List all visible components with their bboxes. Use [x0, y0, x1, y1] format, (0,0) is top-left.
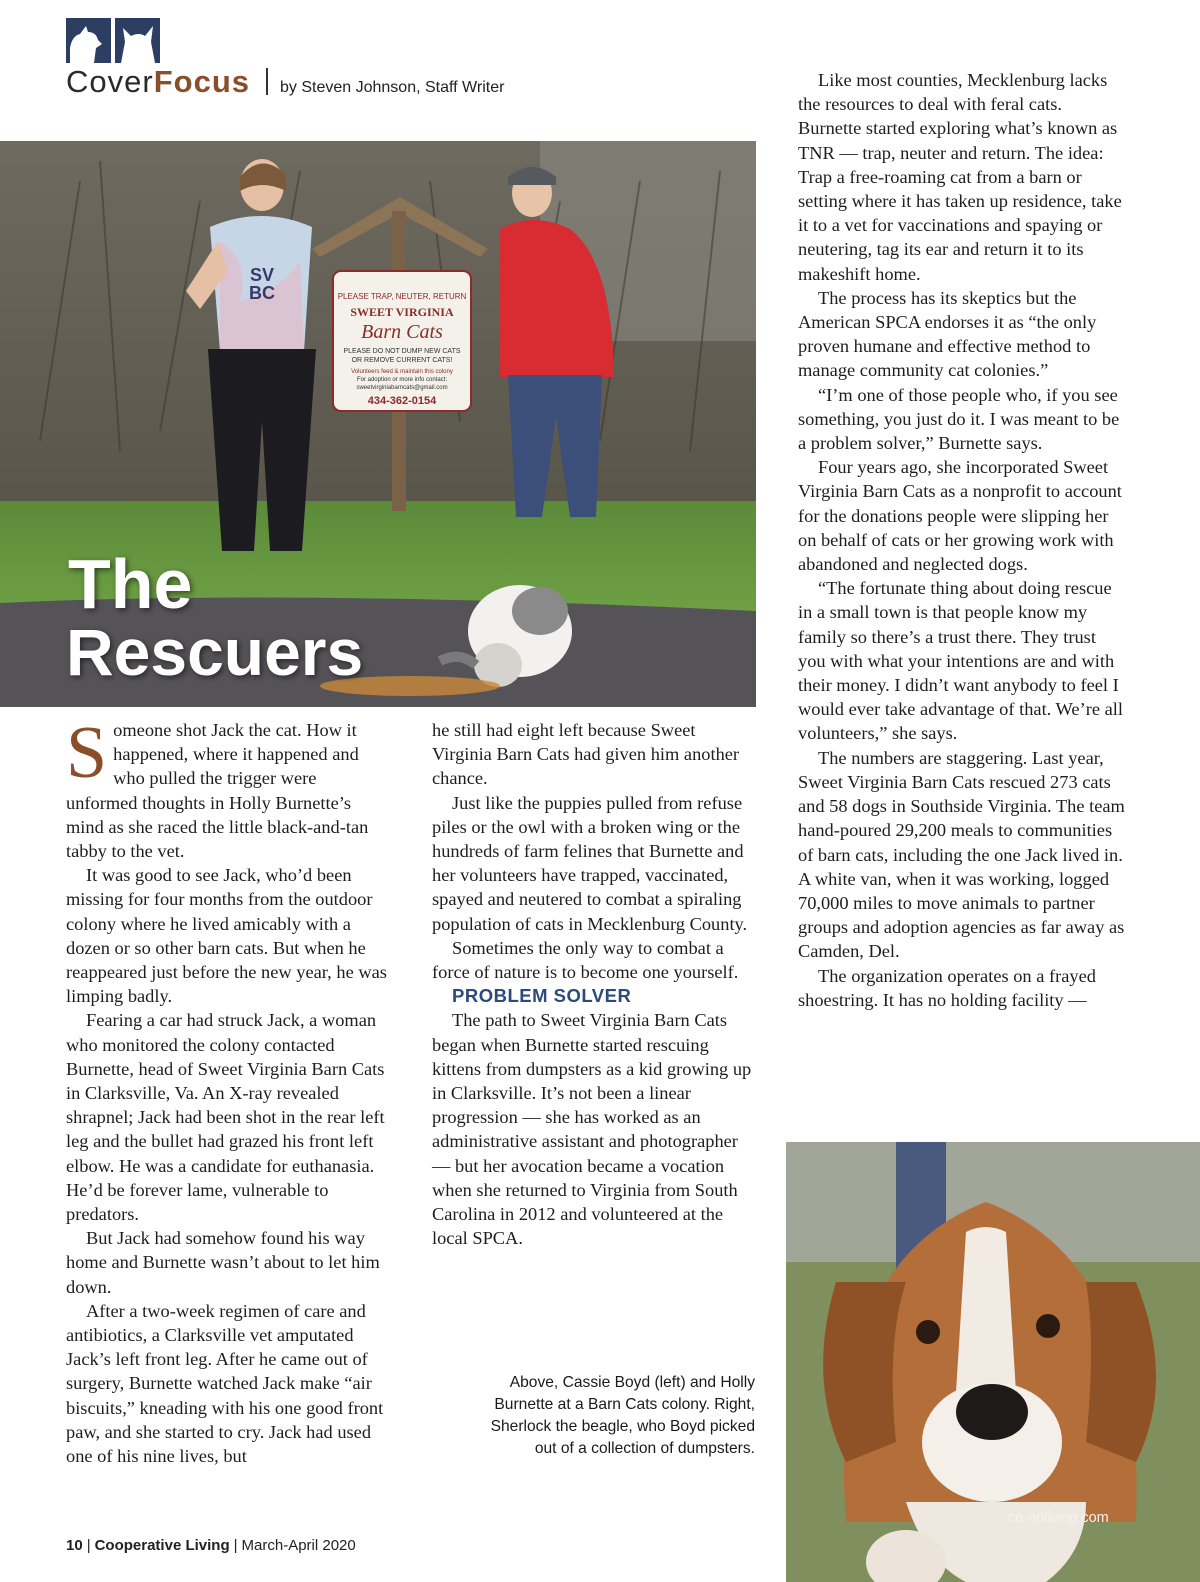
paragraph: It was good to see Jack, who’d been missing for four months from the outdoor colony where he lived amicably with a dozen or so other barn cats. But when he reappeared just before the new year, he was limping badly.	[66, 865, 387, 1007]
byline: by Steven Johnson, Staff Writer	[280, 79, 505, 96]
article-column-3	[798, 68, 1126, 1012]
hero-photo	[0, 141, 756, 707]
sign-line-8: sweetvirginiabarncats@gmail.com	[356, 385, 448, 391]
shirt-text-1: SV	[249, 265, 275, 285]
drop-cap: S	[66, 712, 108, 794]
article-column-1	[66, 712, 391, 1468]
sign-line-2: SWEET VIRGINIA	[350, 305, 454, 319]
sign-line-4: PLEASE DO NOT DUMP NEW CATS	[343, 348, 461, 355]
website-url[interactable]: co-opliving.com	[1008, 1510, 1109, 1526]
paragraph: The process has its skeptics but the American SPCA endorses it as “the only proven humane and effective method to manage community cat colonies.”	[798, 287, 1097, 381]
paragraph: he still had eight left because Sweet Virginia Barn Cats had given him another chance.	[432, 720, 740, 789]
paragraph: Someone shot Jack the cat. How it happened, where it happened and who pulled the trigger were unformed thoughts in Holly Burnette’s mind as she raced the little black-and-tan tabby to the vet.	[66, 712, 369, 862]
sign-line-7: For adoption or more info contact:	[356, 377, 448, 383]
header-divider	[266, 68, 268, 95]
paragraph: The organization operates on a frayed shoestring. It has no holding facility —	[798, 965, 1096, 1010]
paragraph: But Jack had somehow found his way home and Burnette wasn’t about to let him down.	[66, 1228, 380, 1297]
sign-line-3: Barn Cats	[361, 321, 443, 343]
page-footer: 10 | Cooperative Living | March-April 2020	[66, 1537, 356, 1554]
paragraph: The numbers are staggering. Last year, Sweet Virginia Barn Cats rescued 273 cats and 58 dogs in Southside Virginia. The team hand-poured 29,200 meals to communities of barn cats, including the one Jack lived in. A white van, when it was working, logged 70,000 miles to move animals to partner groups and adoption agencies as far away as Camden, Del.	[798, 747, 1125, 962]
dog-photo	[786, 1142, 1200, 1582]
sign-line-5: OR REMOVE CURRENT CATS!	[351, 357, 453, 364]
sign-line-1: PLEASE TRAP, NEUTER, RETURN	[337, 292, 467, 301]
paragraph: “I’m one of those people who, if you see something, you just do it. I was meant to be a problem solver,” Burnette says.	[798, 384, 1120, 454]
paragraph: Like most counties, Mecklenburg lacks the resources to deal with feral cats. Burnette started exploring what’s known as TNR — trap, neuter and return. The idea: Trap a free-roaming cat from a barn or setting where it has taken up residence, take it to a vet for vaccinations and spaying or neutering, tag its ear and return it to its makeshift home.	[798, 70, 1122, 284]
publication-name: Cooperative Living	[94, 1537, 230, 1554]
sign-line-6: Volunteers feed & maintain this colony	[351, 369, 453, 375]
subheading: PROBLEM SOLVER	[452, 985, 632, 1007]
cat-silhouette-icon	[115, 18, 160, 63]
paragraph: Sometimes the only way to combat a force of nature is to become one yourself.	[432, 937, 739, 983]
section-header	[66, 64, 504, 100]
photo-caption: Above, Cassie Boyd (left) and Holly Burnette at a Barn Cats colony. Right, Sherlock the beagle, who Boyd picked out of a collection of dumpsters.	[490, 1374, 755, 1457]
section-title-focus: Focus	[153, 64, 250, 99]
article-title-line-2: Rescuers	[66, 615, 364, 689]
paragraph: “The fortunate thing about doing rescue in a small town is that people know my family so there’s a trust there. They trust you with what your intentions are and with their money. I didn’t want anybody to feel I would ever take advantage of that. We’re all volunteers,” she says.	[798, 578, 1123, 744]
dog-silhouette-icon	[66, 18, 111, 63]
paragraph: After a two-week regimen of care and antibiotics, a Clarksville vet amputated Jack’s left front leg. After he came out of surgery, Burnette watched Jack make “air biscuits,” kneading with his one good front paw, and she started to cry. Jack had used one of his nine lives, but	[66, 1300, 384, 1467]
article-column-2	[432, 718, 758, 1250]
sign-line-9: 434-362-0154	[367, 395, 437, 407]
shirt-text-2: BC	[249, 283, 275, 303]
issue-date: March-April 2020	[241, 1537, 356, 1554]
magazine-logo	[66, 18, 160, 63]
section-title-cover: Cover	[66, 64, 154, 99]
paragraph: Four years ago, she incorporated Sweet Virginia Barn Cats as a nonprofit to account for the donations people were slipping her on behalf of cats or her growing work with abandoned and neglected dogs.	[798, 457, 1122, 575]
page-number: 10	[66, 1537, 83, 1554]
article-title-line-1: The	[68, 545, 193, 623]
paragraph: The path to Sweet Virginia Barn Cats began when Burnette started rescuing kittens from dumpsters as a kid growing up in Clarksville. It’s not been a linear progression — she has worked as an administrative assistant and photographer — but her avocation became a vocation when she returned to Virginia from South Carolina in 2012 and volunteered at the local SPCA.	[432, 1010, 752, 1249]
paragraph: Just like the puppies pulled from refuse piles or the owl with a broken wing or the hundreds of farm felines that Burnette and her volunteers have trapped, vaccinated, spayed and neutered to combat a spiraling population of cats in Mecklenburg County.	[432, 792, 748, 934]
paragraph: Fearing a car had struck Jack, a woman who monitored the colony contacted Burnette, head of Sweet Virginia Barn Cats in Clarksville, Va. An X-ray revealed shrapnel; Jack had been shot in the rear left leg and the bullet had grazed his front left elbow. He was a candidate for euthanasia. He’d be forever lame, vulnerable to predators.	[66, 1010, 385, 1225]
